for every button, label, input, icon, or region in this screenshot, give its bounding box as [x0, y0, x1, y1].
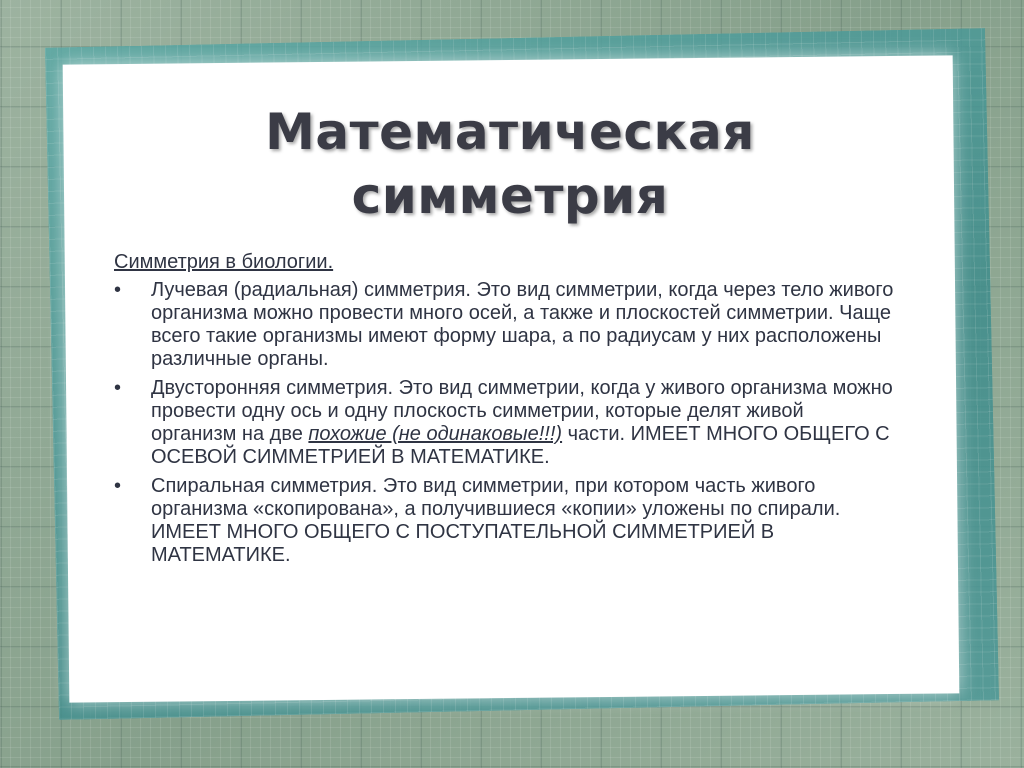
- title-line-1: Математическая: [265, 103, 755, 161]
- list-item: [114, 475, 894, 567]
- slide-content: [114, 251, 894, 573]
- list-item-text: Спиральная симметрия. Это вид симметрии, при котором часть живого организма «скопирована», а получившиеся «копии» уложены по спирали. ИМЕЕТ МНОГО ОБЩЕГО С ПОСТУПАТЕЛЬНОЙ СИММЕТРИЕЙ В МАТЕМАТИКЕ.: [151, 475, 841, 566]
- list-item-text: Лучевая (радиальная) симметрия. Это вид симметрии, когда через тело живого организма можно провести много осей, а также и плоскостей симметрии. Чаще всего такие организмы имеют форму шара, а по радиусам у них расположены различные органы.: [151, 279, 894, 370]
- list-item: [114, 279, 894, 371]
- bullet-icon: •: [114, 377, 122, 399]
- list-item-text: части. ИМЕЕТ МНОГО ОБЩЕГО С ОСЕВОЙ СИММЕТРИЕЙ В МАТЕМАТИКЕ.: [151, 423, 890, 468]
- title-line-2: симметрия: [351, 167, 669, 225]
- list-item: [114, 377, 894, 469]
- slide-title: [80, 100, 940, 228]
- bullet-icon: •: [114, 475, 122, 497]
- list-item-text: Двусторонняя симметрия. Это вид симметрии, когда у живого организма можно провести одну ось и одну плоскость симметрии, которые делят живой организм на две: [151, 377, 893, 445]
- section-subtitle: Симметрия в биологии.: [114, 251, 334, 273]
- bullet-icon: •: [114, 279, 122, 301]
- list-item-emphasis: похожие (не одинаковые!!!): [308, 423, 563, 445]
- bullet-list: [114, 279, 894, 567]
